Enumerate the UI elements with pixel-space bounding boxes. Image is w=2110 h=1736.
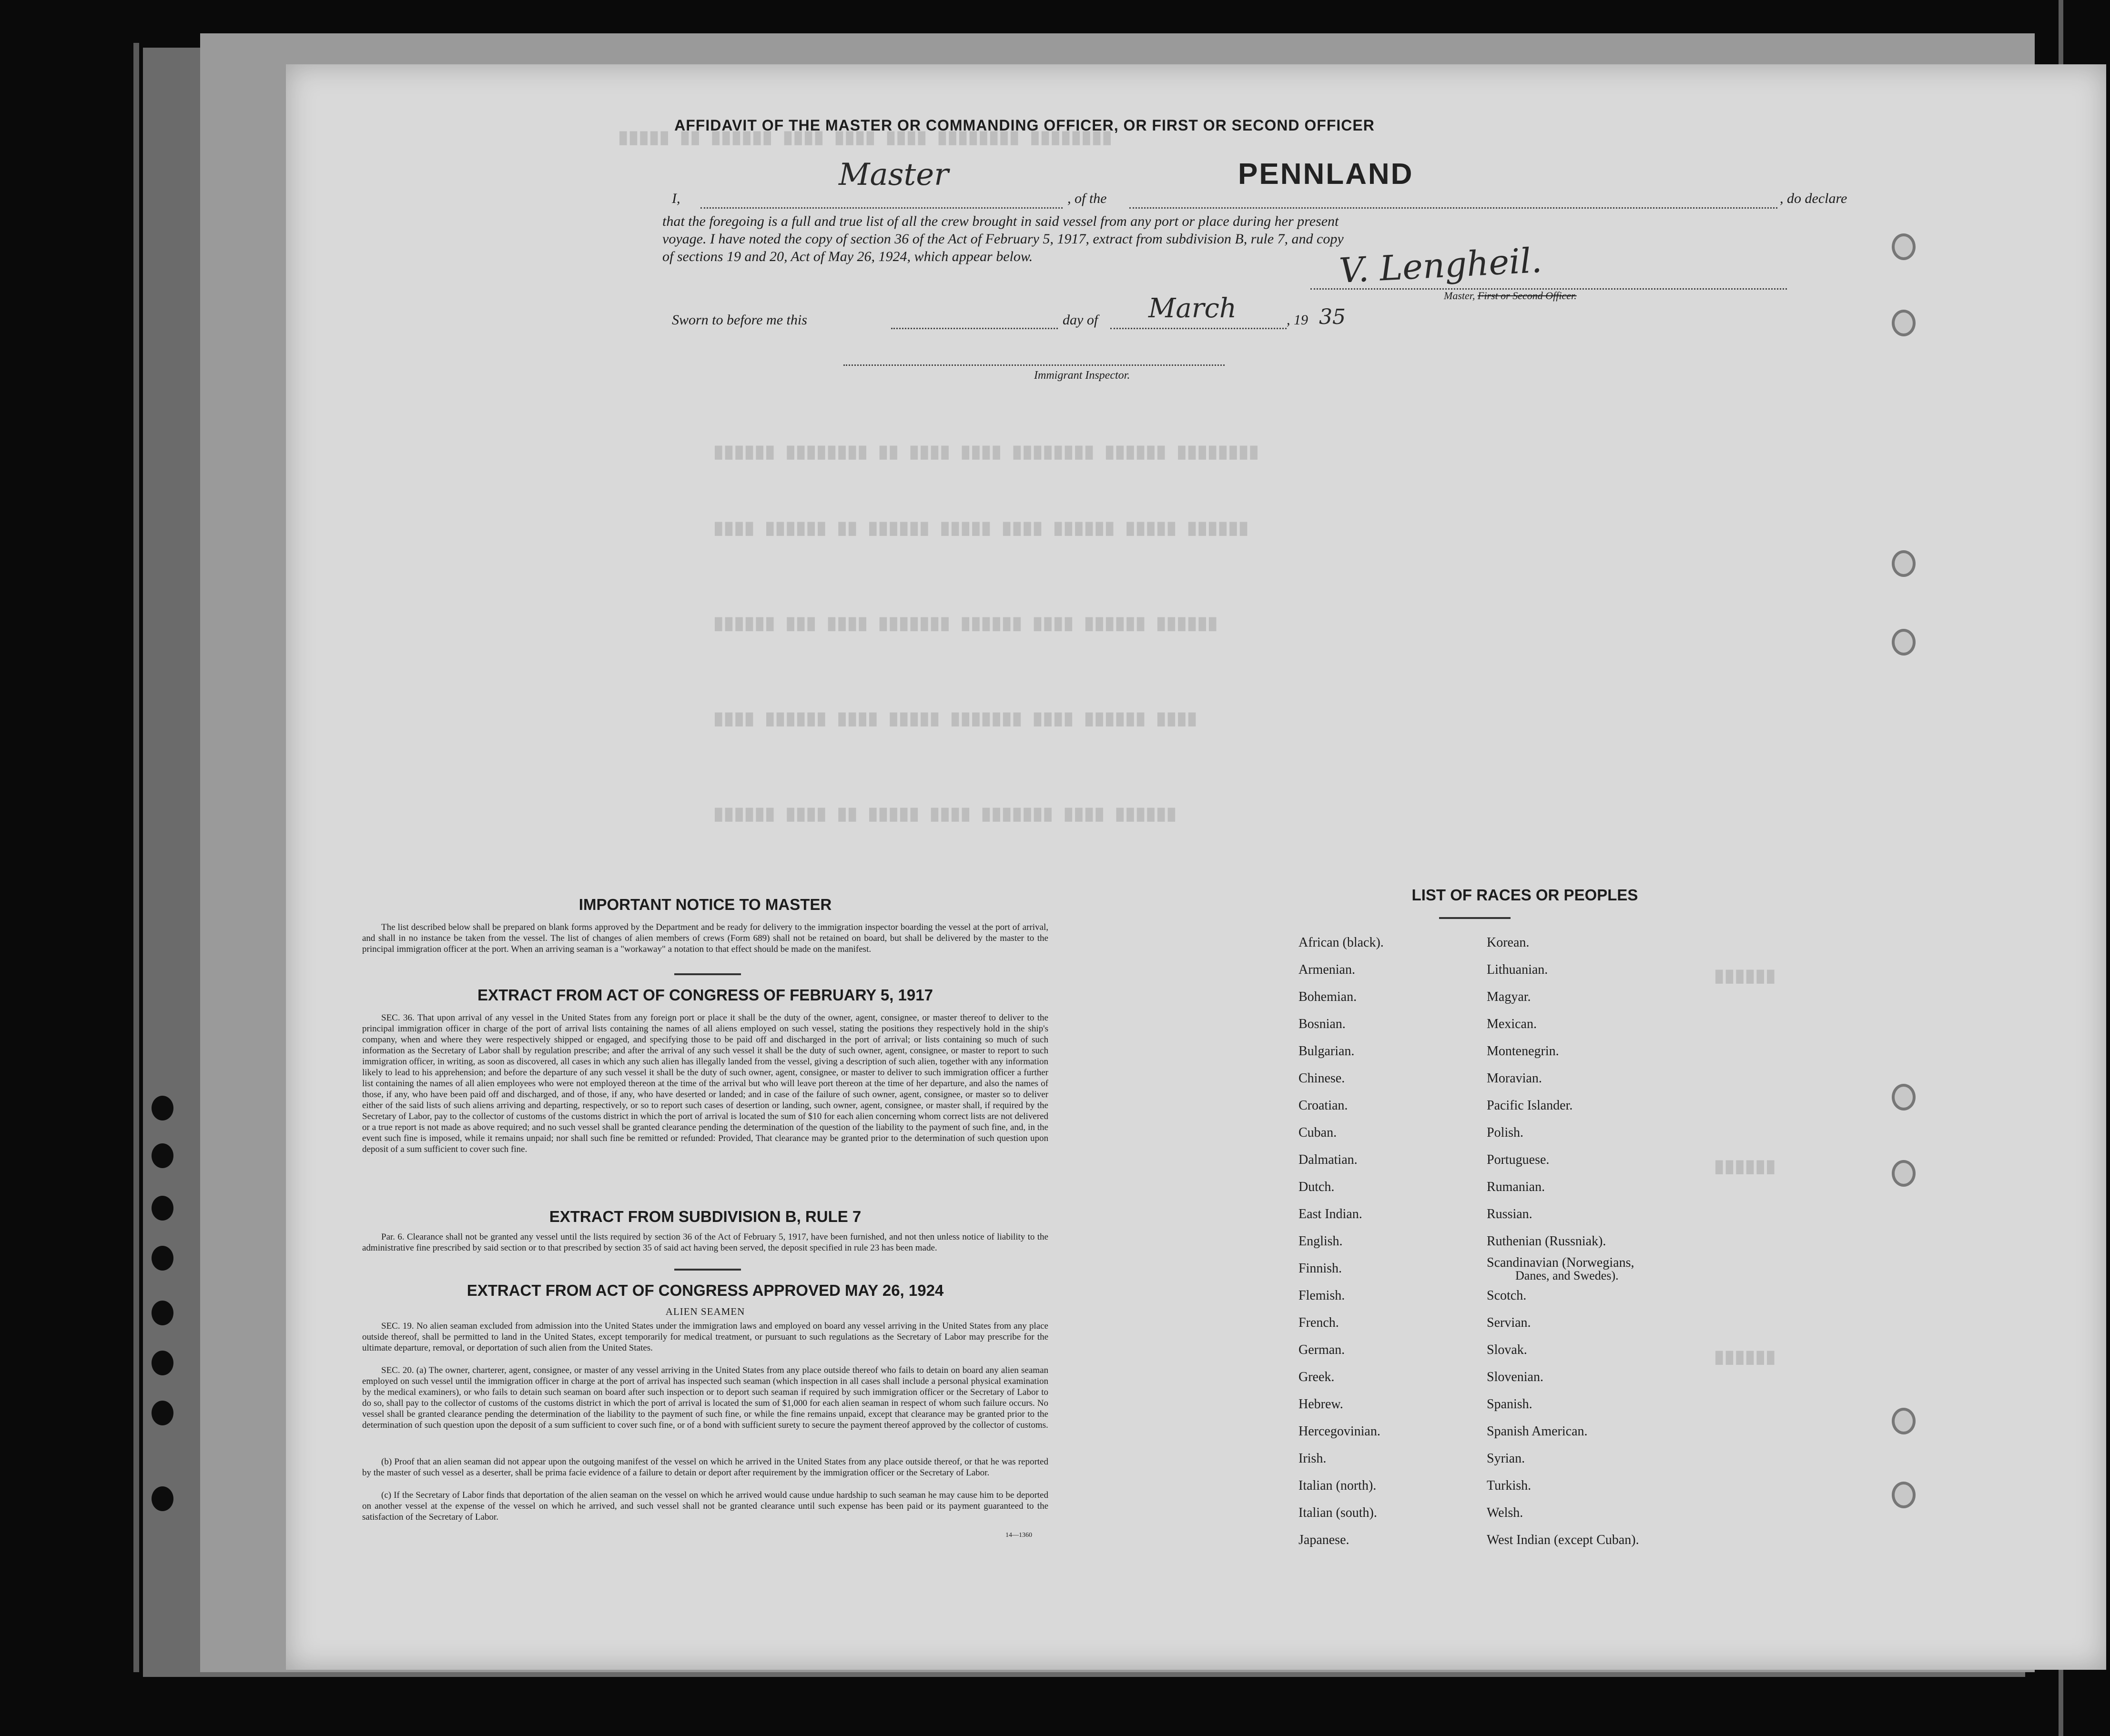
race-item: Dalmatian. (1298, 1152, 1358, 1167)
sworn-day-line (891, 313, 1058, 329)
do-declare-label: , do declare (1780, 191, 1847, 206)
master-signature: V. Lengheil. (1338, 240, 1543, 291)
race-item: Slovenian. (1487, 1370, 1543, 1384)
race-item: Italian (north). (1298, 1478, 1377, 1493)
race-item: Bohemian. (1298, 989, 1357, 1004)
race-item: Greek. (1298, 1370, 1335, 1384)
race-item: Korean. (1487, 935, 1530, 950)
ring-hole (1892, 1408, 1916, 1434)
ring-hole (1892, 550, 1916, 577)
inspector-line (843, 350, 1225, 366)
race-item: Ruthenian (Russniak). (1487, 1234, 1606, 1249)
signature-caption (1444, 290, 1577, 302)
ring-hole (1892, 1482, 1916, 1508)
race-item: Flemish. (1298, 1288, 1345, 1303)
race-item: Cuban. (1298, 1125, 1337, 1140)
sec19-text: SEC. 19. No alien seaman excluded from admission into the United States under the immigration laws and employed on board any vessel arriving in the United States from any place outside thereof, shall be permitted to land in the United States, except temporarily for medical treatment, or pursuant to such regulations as the Secretary of Labor may prescribe for the ultimate departure, removal, or deportation of such alien from the United States. (362, 1321, 1048, 1353)
binder-hole (152, 1401, 173, 1425)
bleed-through: █████ ██ ██████ ████ ████ ████ ████████ ████████ (619, 131, 1114, 145)
affidavit-body-line1: that the foregoing is a full and true list of all the crew brought in said vessel from any port or place during her present (662, 213, 1339, 229)
binder-hole (152, 1096, 173, 1120)
ring-hole (1892, 1160, 1916, 1187)
month-handwritten: March (1148, 293, 1237, 324)
race-item: Irish. (1298, 1451, 1327, 1466)
manifest-page (286, 64, 2106, 1670)
race-item: West Indian (except Cuban). (1487, 1533, 1639, 1547)
race-item: Magyar. (1487, 989, 1531, 1004)
binder-hole (152, 1486, 173, 1511)
race-item: Portuguese. (1487, 1152, 1550, 1167)
separator (674, 973, 741, 975)
affidavit-title: AFFIDAVIT OF THE MASTER OR COMMANDING OFFICER, OR FIRST OR SECOND OFFICER (674, 117, 1375, 134)
race-item: German. (1298, 1342, 1345, 1357)
bleed-through: ██████ (1715, 1160, 1777, 1174)
extract-1917-title: EXTRACT FROM ACT OF CONGRESS OF FEBRUARY 5, 1917 (477, 986, 933, 1004)
extract-1917-text: SEC. 36. That upon arrival of any vessel in the United States from any foreign port or place it shall be the duty of the owner, agent, consignee, or master thereof to deliver to the principal immigration officer in charge of the port of arrival lists containing the names of all aliens employed on such vessel, stating the positions they respectively hold in the ship's company, when and where they were respectively shipped or engaged, and specifying those to be paid off and discharged in the port of arrival; or lists containing so much of such information as the Secretary of Labor shall by regulation prescribe; and after the arrival of any such vessel it shall be the duty of such owner, agent, consignee, or master to report to such immigration officer, in writing, as soon as discovered, all cases in which any such alien has illegally landed from the vessel, giving a description of such alien, together with any information likely to lead to his apprehension; and before the departure of any such vessel it shall be the duty of such owner, agent, consignee, or master to deliver to such immigration officer a further list containing the names of all alien employees who were not employed thereon at the time of the arrival but who will leave port thereon at the time of her departure, and also the names of those, if any, who have been paid off and discharged, and of those, if any, who have deserted or landed; and in case of the failure of such owner, agent, consignee, or master so to deliver either of the said lists of such aliens arriving and departing, respectively, or so to report such cases of desertion or landing, such owner, agent, consignee, or master shall, if required by the Secretary of Labor, pay to the collector of customs of the customs district in which the port of arrival is located the sum of $10 for each alien concerning whom correct lists are not delivered or a true report is not made as above required; and no such vessel shall be granted clearance pending the determination of the question of the liability to the payment of such fine, and, in the event such fine is imposed, while it remains unpaid; nor shall such fine be remitted or refunded: Provided, That clearance may be granted prior to the determination of such question upon deposit of a sum sufficient to cover such fine. (362, 1013, 1048, 1154)
race-item: Polish. (1487, 1125, 1524, 1140)
binder-hole (152, 1143, 173, 1168)
i-label: I, (672, 191, 680, 206)
year-handwritten: 35 (1319, 305, 1346, 329)
race-item: East Indian. (1298, 1207, 1362, 1221)
notice-text: The list described below shall be prepared on blank forms approved by the Department and be ready for delivery to the immigration inspector boarding the vessel at the port of arrival, and shall in no instance be taken from the vessel. The list of changes of alien members of crews (Form 689) shall not be retained on board, but shall be delivered by the master to the principal immigration officer at the port. When an arriving seaman is a "workaway" a notation to that effect should be made on the manifest. (362, 922, 1048, 954)
binder-hole (152, 1196, 173, 1221)
bleed-through: ██████ ███ ████ ███████ ██████ ████ ██████ ██████ (715, 617, 1219, 631)
race-item: Syrian. (1487, 1451, 1525, 1466)
binder-hole (152, 1301, 173, 1325)
signature-line (1310, 274, 1787, 290)
race-item: Scotch. (1487, 1288, 1527, 1303)
ring-hole (1892, 1084, 1916, 1110)
bleed-through: ████ ██████ ████ █████ ███████ ████ ██████ ████ (715, 712, 1199, 727)
sec20b-text: (b) Proof that an alien seaman did not appear upon the outgoing manifest of the vessel on which he arrived in the United States from any place outside thereof, or that he was reported by the master of such vessel as a deserter, shall be prima facie evidence of a failure to detain or deport after requirement by the immigration officer or the Secretary of Labor. (362, 1457, 1048, 1478)
separator (674, 1269, 741, 1271)
race-item: African (black). (1298, 935, 1384, 950)
bleed-through: ██████ (1715, 969, 1777, 984)
race-item: Pacific Islander. (1487, 1098, 1573, 1113)
race-item: Welsh. (1487, 1505, 1523, 1520)
race-item: Croatian. (1298, 1098, 1348, 1113)
binder-hole (152, 1246, 173, 1271)
race-item: Lithuanian. (1487, 962, 1548, 977)
race-item: Slovak. (1487, 1342, 1527, 1357)
alien-seamen-subtitle: ALIEN SEAMEN (665, 1306, 745, 1317)
race-item: Rumanian. (1487, 1180, 1545, 1194)
race-item-continuation: Danes, and Swedes). (1515, 1269, 1619, 1282)
ring-hole (1892, 233, 1916, 260)
of-the-label: , of the (1067, 191, 1107, 206)
sworn-label: Sworn to before me this (672, 312, 807, 328)
day-of-label: day of (1063, 312, 1098, 328)
races-title: LIST OF RACES OR PEOPLES (1411, 886, 1638, 904)
race-item: Dutch. (1298, 1180, 1335, 1194)
sec20c-text: (c) If the Secretary of Labor finds that deportation of the alien seaman on the vessel on which he arrived would cause undue hardship to such seaman he may cause him to be deported on another vessel at the expense of the vessel on which he arrived, and such vessel shall not be granted clearance until such expense has been paid or its payment guaranteed to the satisfaction of the Secretary of Labor. (362, 1490, 1048, 1522)
affidavit-body-line3: of sections 19 and 20, Act of May 26, 1924, which appear below. (662, 249, 1033, 264)
race-item: Finnish. (1298, 1261, 1342, 1276)
race-item: Hercegovinian. (1298, 1424, 1380, 1439)
master-handwritten: Master (839, 157, 949, 192)
notice-title: IMPORTANT NOTICE TO MASTER (578, 896, 832, 913)
signature-caption-master: Master, (1444, 290, 1478, 302)
race-item: English. (1298, 1234, 1343, 1249)
race-item: Spanish. (1487, 1397, 1532, 1412)
year-prefix: , 19 (1287, 312, 1308, 328)
frame-edge-left (133, 43, 139, 1672)
extract-1924-title: EXTRACT FROM ACT OF CONGRESS APPROVED MAY 26, 1924 (467, 1282, 944, 1299)
race-item: Bosnian. (1298, 1017, 1346, 1031)
affidavit-body-line2: voyage. I have noted the copy of section 36 of the Act of February 5, 1917, extract from subdivision B, rule 7, and copy (662, 231, 1344, 247)
bleed-through: ██████ ████████ ██ ████ ████ ████████ ██████ ████████ (715, 445, 1260, 460)
vessel-name: PENNLAND (1238, 158, 1414, 191)
vessel-line (1129, 193, 1777, 209)
extract-rule7-title: EXTRACT FROM SUBDIVISION B, RULE 7 (549, 1208, 862, 1225)
race-item: Russian. (1487, 1207, 1532, 1221)
master-line (700, 193, 1063, 209)
separator (1439, 917, 1511, 919)
race-item: Mexican. (1487, 1017, 1537, 1031)
signature-caption-struck: First or Second Officer. (1477, 290, 1577, 302)
ring-hole (1892, 629, 1916, 656)
race-item: Hebrew. (1298, 1397, 1343, 1412)
bleed-through: ██████ ████ ██ █████ ████ ███████ ████ ██████ (715, 807, 1178, 822)
bleed-through: ████ ██████ ██ ██████ █████ ████ ██████ █████ ██████ (715, 522, 1250, 536)
race-item: Armenian. (1298, 962, 1355, 977)
race-item: Moravian. (1487, 1071, 1542, 1086)
ring-hole (1892, 310, 1916, 336)
bleed-through: ██████ (1715, 1351, 1777, 1365)
race-item: Scandinavian (Norwegians, (1487, 1255, 1634, 1270)
inspector-label: Immigrant Inspector. (1034, 369, 1130, 382)
form-number: 14—1360 (1005, 1532, 1032, 1539)
race-item: Servian. (1487, 1315, 1531, 1330)
extract-rule7-text: Par. 6. Clearance shall not be granted any vessel until the lists required by section 36 of the Act of February 5, 1917, have been furnished, and not then unless notice of liability to the administrative fine prescribed by said section or to that prescribed by section 35 of said act having been served, the deposit specified in rule 23 has been made. (362, 1232, 1048, 1253)
race-item: Japanese. (1298, 1533, 1349, 1547)
race-item: Italian (south). (1298, 1505, 1377, 1520)
race-item: Turkish. (1487, 1478, 1532, 1493)
binder-hole (152, 1351, 173, 1375)
race-item: French. (1298, 1315, 1339, 1330)
race-item: Bulgarian. (1298, 1044, 1355, 1059)
sec20a-text: SEC. 20. (a) The owner, charterer, agent, consignee, or master of any vessel arriving in the United States from any place outside thereof who fails to detain on board any alien seaman employed on such vessel until the immigration officer in charge at the port of arrival has inspected such seaman (which inspection in all cases shall include a personal physical examination by the medical examiners), or who fails to detain such seaman on board after such inspection or to deport such seaman if required by such immigration officer or the Secretary of Labor to do so, shall pay to the collector of customs of the customs district in which the port of arrival is located the sum of $1,000 for each alien seaman in respect of whom such failure occurs. No vessel shall be granted clearance pending the determination of the liability to the payment of such fine, or while the fine remains unpaid, except that clearance may be granted prior to the determination of such question upon the deposit of a sum sufficient to cover such fine, or of a bond with sufficient surety to secure the payment thereof approved by the collector of customs. (362, 1365, 1048, 1430)
race-item: Spanish American. (1487, 1424, 1588, 1439)
race-item: Montenegrin. (1487, 1044, 1559, 1059)
race-item: Chinese. (1298, 1071, 1345, 1086)
